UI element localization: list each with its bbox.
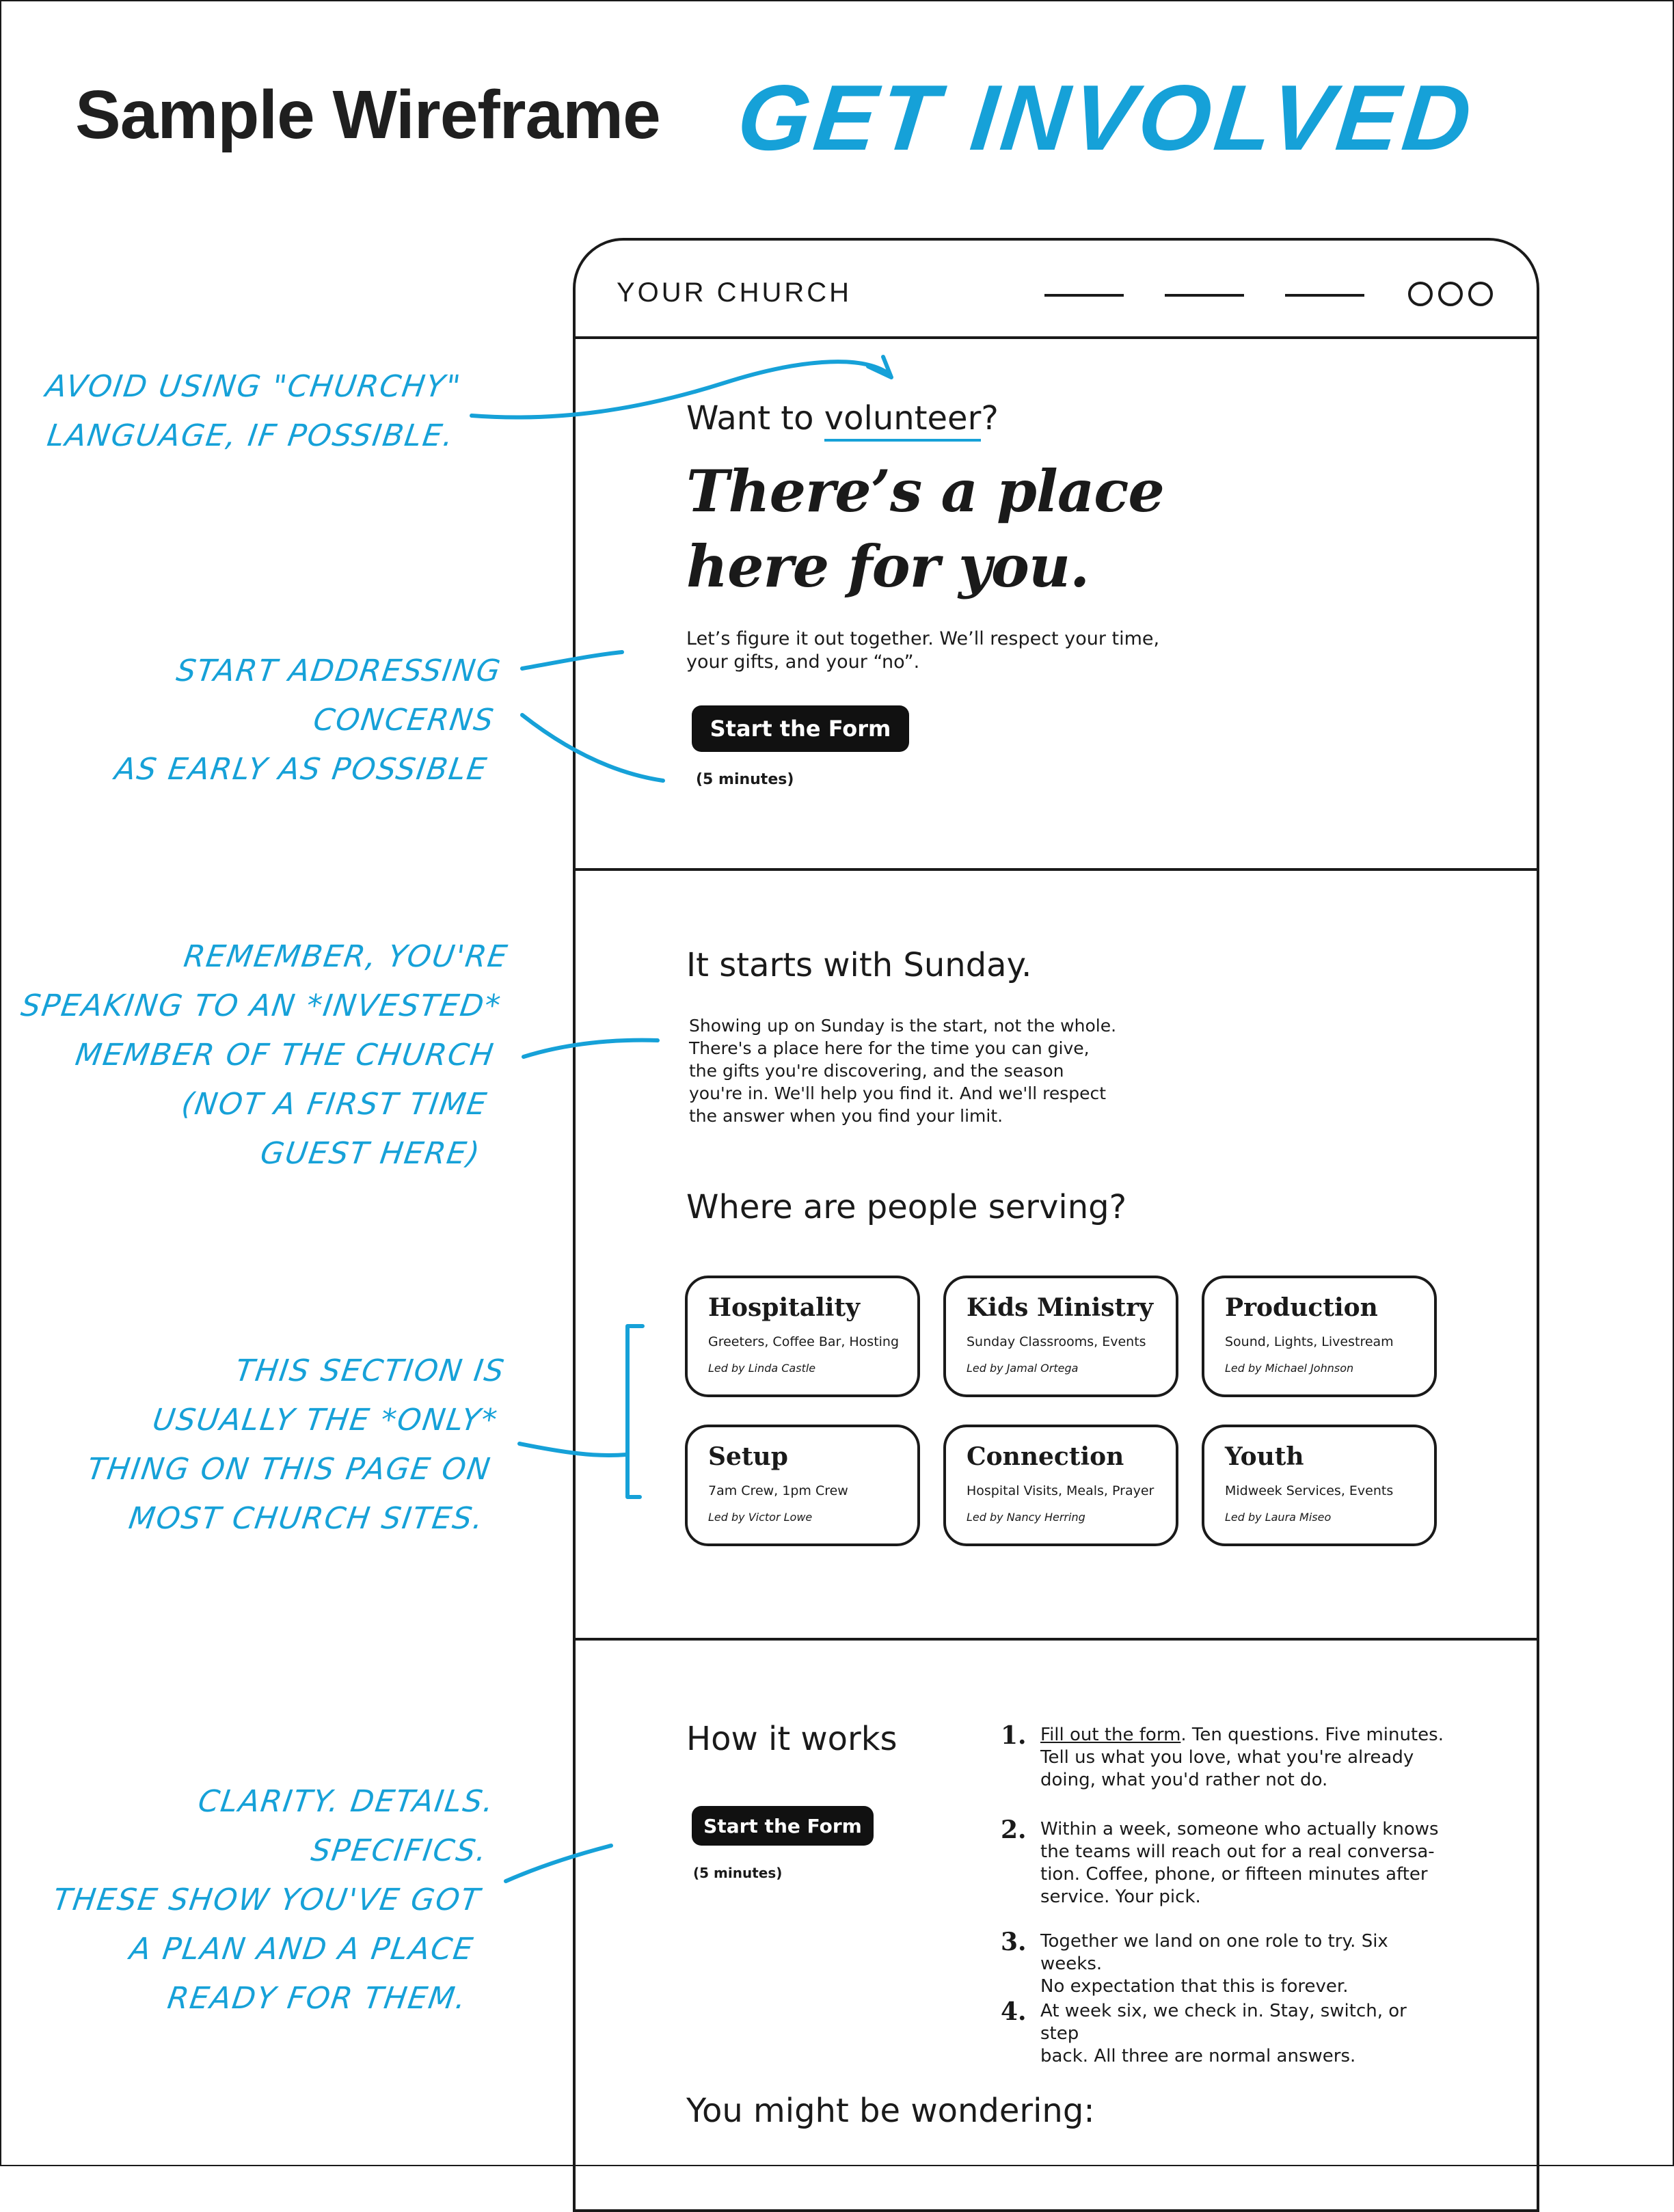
step-line: back. All three are normal answers.: [1040, 2046, 1356, 2066]
button-note: (5 minutes): [693, 1865, 783, 1881]
hero-eyebrow: [686, 399, 999, 437]
annotation-line: CLARITY. DETAILS. SPECIFICS.: [195, 1784, 497, 1868]
step-number: 1.: [1001, 1721, 1027, 1750]
sunday-body: [689, 1014, 1116, 1127]
section-divider: [576, 1638, 1537, 1641]
card-leader: Led by Laura Miseo: [1225, 1511, 1332, 1524]
step-line: tion. Coffee, phone, or fifteen minutes after: [1040, 1864, 1428, 1885]
menu-dot-icon[interactable]: [1468, 282, 1493, 306]
ministry-card[interactable]: [1202, 1276, 1437, 1397]
step-line: Within a week, someone who actually knows: [1040, 1819, 1439, 1839]
annotation-invested-member: [0, 932, 511, 1178]
hero-eyebrow-suffix: ?: [981, 399, 999, 437]
step-line: the teams will reach out for a real conversa-: [1040, 1842, 1435, 1862]
card-subtitle: Sound, Lights, Livestream: [1225, 1334, 1394, 1349]
annotation-only-section: [77, 1347, 509, 1543]
annotation-line: READY FOR THEM.: [165, 1981, 470, 2016]
wireframe-browser: [573, 238, 1539, 2212]
card-subtitle: Hospital Visits, Meals, Prayer: [967, 1483, 1155, 1498]
annotation-line: AS EARLY AS POSSIBLE: [112, 752, 490, 787]
hero-eyebrow-highlight: volunteer: [824, 399, 982, 442]
ministry-card[interactable]: [943, 1425, 1178, 1546]
step-text: [1040, 1818, 1450, 1908]
annotation-line: GUEST HERE): [258, 1136, 483, 1171]
card-subtitle: 7am Crew, 1pm Crew: [708, 1483, 848, 1498]
page-tag: GET INVOLVED: [733, 66, 1481, 170]
step-line: No expectation that this is forever.: [1040, 1976, 1349, 1997]
annotation-churchy-language: [36, 362, 465, 461]
hero-title: [686, 454, 1164, 604]
card-title: Kids Ministry: [967, 1293, 1154, 1322]
hero-title-line: here for you.: [686, 532, 1090, 600]
menu-dot-icon[interactable]: [1438, 282, 1463, 306]
wondering-heading: You might be wondering:: [686, 2092, 1095, 2130]
annotation-clarity: [0, 1777, 498, 2023]
hero-title-line: There’s a place: [686, 457, 1164, 525]
hero-body-line: Let’s figure it out together. We’ll respect your time,: [686, 628, 1160, 649]
annotation-line: THING ON THIS PAGE ON: [85, 1452, 494, 1487]
step-text: [1040, 2000, 1450, 2068]
ministry-card[interactable]: [943, 1276, 1178, 1397]
sunday-body-line: you're in. We'll help you find it. And we'll respect: [689, 1083, 1107, 1103]
sunday-body-line: Showing up on Sunday is the start, not the whole.: [689, 1016, 1117, 1036]
card-subtitle: Greeters, Coffee Bar, Hosting: [708, 1334, 900, 1349]
section-divider: [576, 868, 1537, 871]
ministry-card[interactable]: [685, 1425, 920, 1546]
annotation-line: START ADDRESSING CONCERNS: [174, 653, 504, 738]
step-line: service. Your pick.: [1040, 1887, 1201, 1907]
card-leader: Led by Nancy Herring: [967, 1511, 1085, 1524]
card-title: Production: [1225, 1293, 1378, 1322]
step-text: [1040, 1724, 1450, 1792]
serving-heading: Where are people serving?: [686, 1188, 1127, 1226]
step-line: doing, what you'd rather not do.: [1040, 1770, 1328, 1790]
step-line: [1040, 1724, 1450, 1746]
ministry-card[interactable]: [1202, 1425, 1437, 1546]
page-title: Sample Wireframe: [75, 77, 660, 153]
card-subtitle: Midweek Services, Events: [1225, 1483, 1394, 1498]
annotation-line: THIS SECTION IS: [233, 1353, 507, 1388]
annotation-line: A PLAN AND A PLACE: [127, 1932, 476, 1967]
button-note: (5 minutes): [696, 771, 794, 788]
step-line: Together we land on one role to try. Six weeks.: [1040, 1931, 1388, 1974]
step-number: 4.: [1001, 1997, 1027, 2026]
step-number: 2.: [1001, 1816, 1027, 1844]
annotation-line: AVOID USING "CHURCHY": [43, 369, 463, 404]
sunday-heading: It starts with Sunday.: [686, 946, 1032, 984]
annotation-line: SPEAKING TO AN *INVESTED*: [18, 988, 504, 1023]
annotation-address-concerns: [0, 647, 504, 794]
annotation-line: MEMBER OF THE CHURCH: [73, 1038, 497, 1073]
step-line: At week six, we check in. Stay, switch, or step: [1040, 2001, 1407, 2044]
sunday-body-line: the gifts you're discovering, and the season: [689, 1061, 1064, 1081]
hero-eyebrow-prefix: Want to: [686, 399, 824, 437]
annotation-line: (NOT A FIRST TIME: [179, 1087, 490, 1122]
card-leader: Led by Victor Lowe: [708, 1511, 813, 1524]
annotation-line: REMEMBER, YOU'RE: [181, 939, 511, 974]
annotation-line: USUALLY THE *ONLY*: [150, 1403, 500, 1438]
sunday-body-line: There's a place here for the time you can give,: [689, 1038, 1090, 1058]
hero-body: [686, 628, 1159, 674]
card-leader: Led by Linda Castle: [708, 1362, 816, 1375]
start-form-button[interactable]: Start the Form: [692, 1806, 874, 1846]
nav-divider: [576, 336, 1537, 339]
card-title: Connection: [967, 1442, 1124, 1471]
sunday-body-line: the answer when you find your limit.: [689, 1106, 1003, 1126]
annotation-line: THESE SHOW YOU'VE GOT: [51, 1883, 483, 1917]
step-number: 3.: [1001, 1928, 1027, 1956]
menu-dot-icon[interactable]: [1408, 282, 1433, 306]
card-title: Hospitality: [708, 1293, 860, 1322]
annotation-line: MOST CHURCH SITES.: [126, 1501, 487, 1536]
card-leader: Led by Michael Johnson: [1225, 1362, 1354, 1375]
step-text: [1040, 1930, 1450, 1998]
annotation-line: LANGUAGE, IF POSSIBLE.: [44, 418, 457, 453]
start-form-button[interactable]: Start the Form: [692, 705, 909, 752]
ministry-card[interactable]: [685, 1276, 920, 1397]
hero-body-line: your gifts, and your “no”.: [686, 651, 920, 673]
card-title: Setup: [708, 1442, 788, 1471]
nav-link-1[interactable]: [1044, 294, 1124, 297]
how-it-works-heading: How it works: [686, 1720, 897, 1758]
nav-link-2[interactable]: [1165, 294, 1244, 297]
nav-link-3[interactable]: [1285, 294, 1364, 297]
card-leader: Led by Jamal Ortega: [967, 1362, 1079, 1375]
card-title: Youth: [1225, 1442, 1304, 1471]
card-subtitle: Sunday Classrooms, Events: [967, 1334, 1146, 1349]
brand-logo[interactable]: YOUR CHURCH: [617, 278, 852, 308]
step-line-text: . Ten questions. Five minutes.: [1180, 1725, 1444, 1745]
fill-form-link[interactable]: Fill out the form: [1040, 1725, 1181, 1745]
step-line: Tell us what you love, what you're already: [1040, 1747, 1414, 1768]
